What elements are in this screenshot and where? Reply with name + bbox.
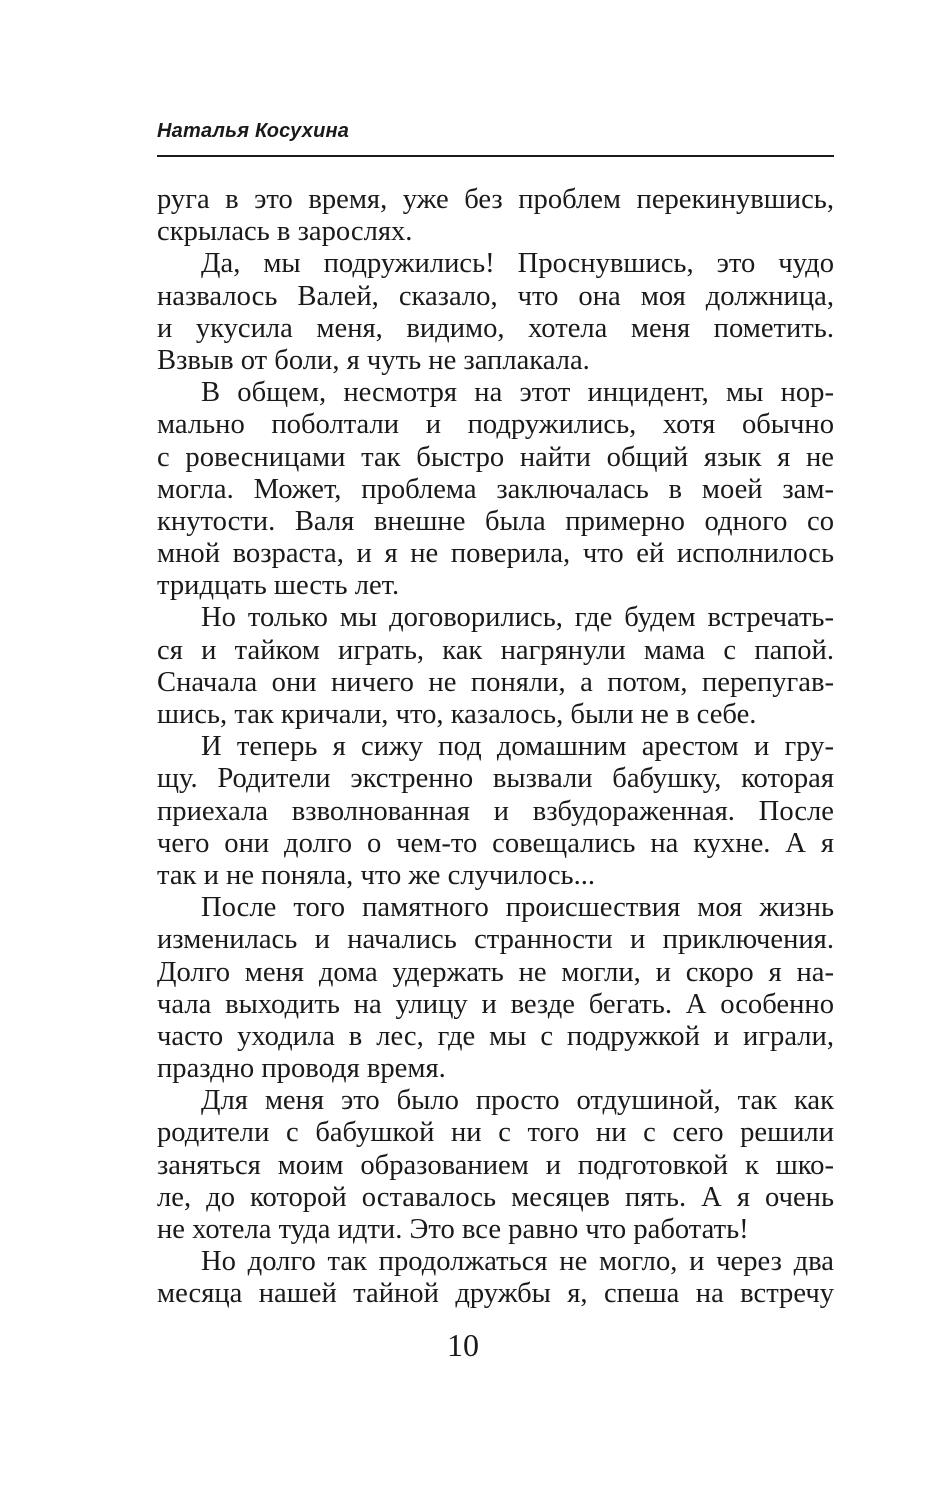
text-line: так и не поняла, что же случилось...	[157, 859, 596, 891]
text-line: кнутости. Валя внешне была примерно одного со	[157, 505, 834, 537]
text-line: руга в это время, уже без проблем перекинувшись,	[157, 184, 834, 215]
page-number: 10	[447, 1327, 479, 1363]
header-rule	[157, 155, 834, 157]
text-line: приехала взволнованная и взбудораженная. После	[157, 795, 834, 827]
text-line: праздно проводя время.	[157, 1053, 446, 1085]
text-line: скрылась в зарослях.	[157, 216, 413, 248]
text-line: изменилась и начались странности и приключения.	[157, 924, 834, 956]
text-line: не хотела туда идти. Это все равно что работать!	[157, 1214, 749, 1245]
text-line: мной возраста, и я не поверила, что ей исполнилось	[157, 538, 834, 570]
text-line: Для меня это было просто отдушиной, так как	[201, 1085, 834, 1117]
text-line: В общем, несмотря на этот инцидент, мы нор-	[201, 377, 834, 409]
text-line: Но долго так продолжаться не могло, и через два	[201, 1246, 834, 1278]
text-line: шись, так кричали, что, казалось, были не в себе.	[157, 699, 757, 730]
text-line: могла. Может, проблема заключалась в моей зам-	[157, 473, 834, 505]
text-line: Взвыв от боли, я чуть не заплакала.	[157, 344, 590, 376]
text-line: ся и тайком играть, как нагрянули мама с папой.	[157, 634, 834, 666]
text-line: заняться моим образованием и подготовкой к шко-	[157, 1149, 834, 1181]
text-line: назвалось Валей, сказало, что она моя должница,	[157, 280, 834, 312]
text-line: ле, до которой оставалось месяцев пять. А я очень	[157, 1181, 834, 1213]
text-line: Долго меня дома удержать не могли, и скоро я на-	[157, 956, 834, 988]
body-text	[157, 184, 834, 1311]
text-line: родители с бабушкой ни с того ни с сего решили	[157, 1117, 834, 1149]
text-line: с ровесницами так быстро найти общий язык я не	[157, 441, 834, 473]
text-line: месяца нашей тайной дружбы я, спеша на встречу	[157, 1278, 834, 1310]
text-line: тридцать шесть лет.	[157, 570, 400, 602]
text-line: и укусила меня, видимо, хотела меня пометить.	[157, 312, 834, 344]
text-line: чего они долго о чем-то совещались на кухне. А я	[157, 827, 834, 859]
text-line: мально поболтали и подружились, хотя обычно	[157, 409, 834, 441]
running-title: Наталья Косухина	[157, 120, 350, 142]
text-line: После того памятного происшествия моя жизнь	[201, 892, 834, 924]
text-line: Да, мы подружились! Проснувшись, это чудо	[201, 248, 834, 280]
text-line: Сначала они ничего не поняли, а потом, перепугав-	[157, 666, 834, 698]
text-line: Но только мы договорились, где будем встречать-	[201, 602, 834, 634]
text-line: чала выходить на улицу и везде бегать. А особенно	[157, 988, 834, 1020]
text-line: часто уходила в лес, где мы с подружкой и играли,	[157, 1020, 834, 1052]
text-line: щу. Родители экстренно вызвали бабушку, которая	[157, 763, 834, 795]
text-line: И теперь я сижу под домашним арестом и гру-	[201, 731, 834, 763]
